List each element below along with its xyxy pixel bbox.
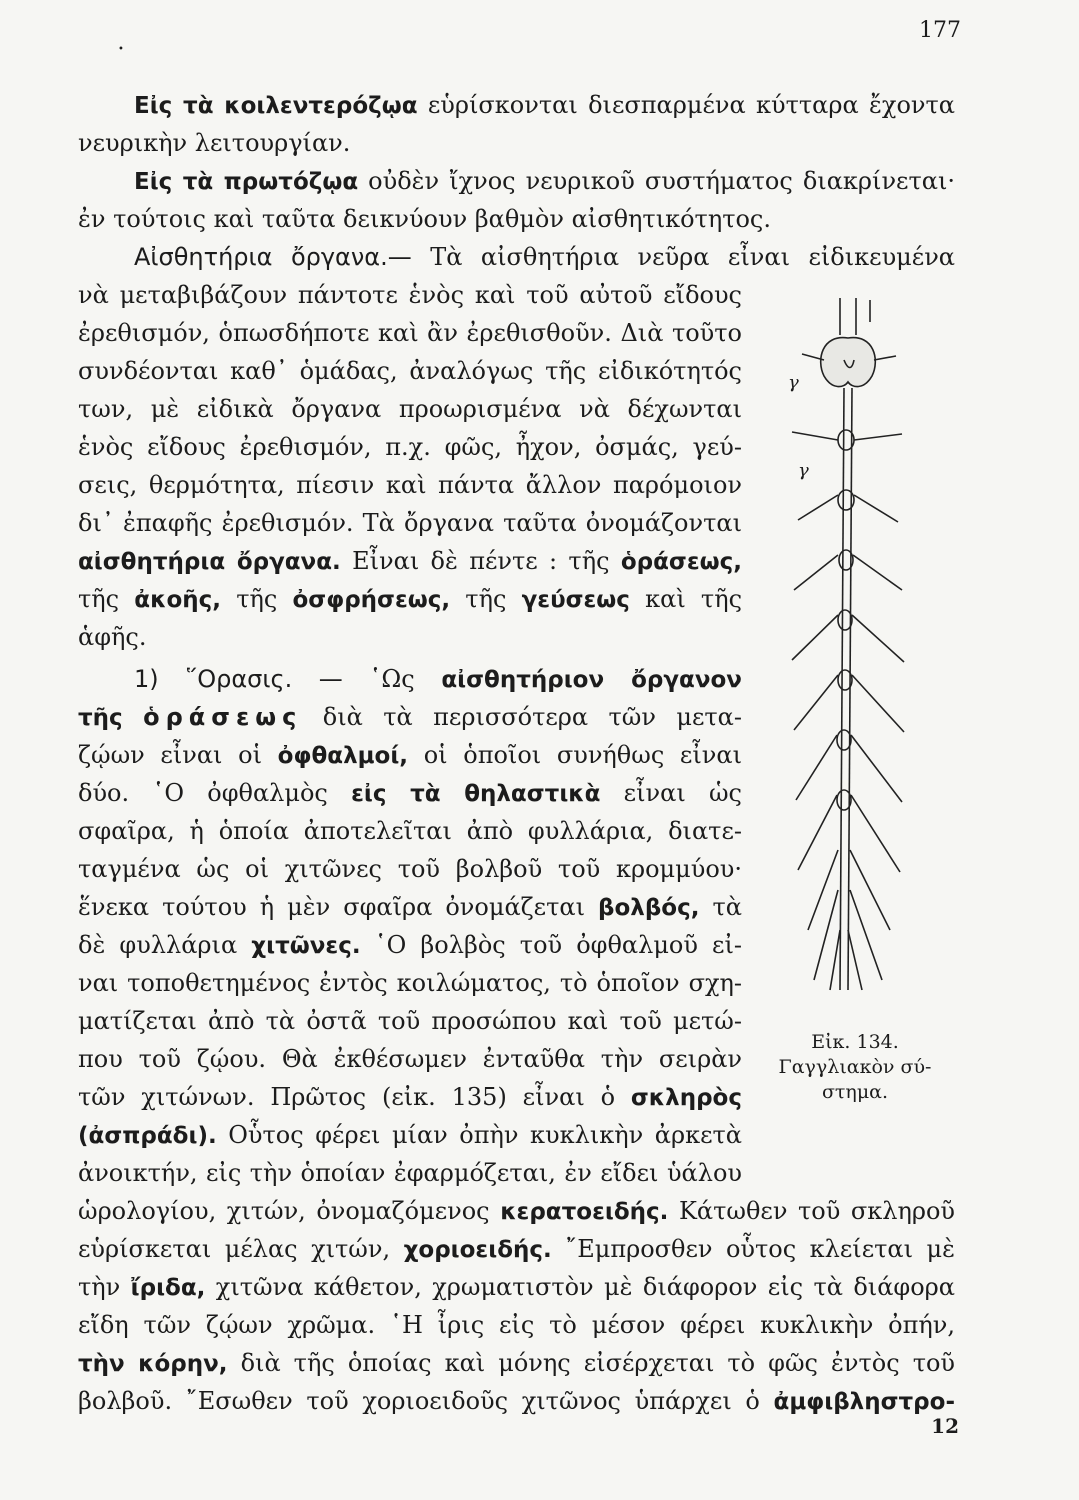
bold-term: Εἰς τὰ πρωτόζῳα — [134, 169, 359, 195]
bold-term: τὴν κόρην, — [78, 1351, 228, 1377]
text-line: τῶν χιτώνων. Πρῶτος (εἰκ. 135) εἶναι ὁ σκληρὸς — [78, 1083, 742, 1111]
bold-term: εἰς τὰ θηλαστικὰ — [351, 781, 601, 807]
text-line: ματίζεται ἀπὸ τὰ ὀστᾶ τοῦ προσώπου καὶ τοῦ μετώ- — [78, 1007, 742, 1035]
caption-text: Γαγγλιακὸν σύ- — [778, 1056, 932, 1078]
bold-term: κερατοειδής. — [500, 1199, 669, 1225]
page-dot: • — [118, 44, 124, 55]
ganglion-figure — [752, 290, 952, 1050]
text-line: εἴδη τῶν ζῴων χρῶμα. ῾Η ἶρις εἰς τὸ μέσον φέρει κυκλικὴν ὀπήν, — [78, 1311, 955, 1339]
text-line: ἕνεκα τούτου ἡ μὲν σφαῖρα ὀνομάζεται βολβός, τὰ — [78, 893, 742, 921]
bold-term: αἰσθητήριον ὄργανον — [441, 667, 742, 693]
page-number: 177 — [919, 18, 961, 43]
section-heading: 1) ῞Ορασις. — — [134, 665, 343, 693]
text-line: Εἰς τὰ πρωτόζῳα οὐδὲν ἴχνος νευρικοῦ συστήματος διακρίνεται· — [134, 167, 955, 195]
bold-term: ἀμφιβληστρο- — [773, 1389, 955, 1415]
text-line: που τοῦ ζῴου. Θὰ ἐκθέσωμεν ἐνταῦθα τὴν σειρὰν — [78, 1045, 742, 1073]
bold-term: Εἰς τὰ κοιλεντερόζῳα — [134, 93, 418, 119]
bold-term: τῆς — [78, 705, 123, 731]
bold-term: χιτῶνες. — [251, 933, 361, 959]
ganglion-illustration — [752, 290, 952, 1030]
bold-term: ἴριδα, — [130, 1275, 206, 1301]
text-line: Εἰς τὰ κοιλεντερόζῳα εὑρίσκονται διεσπαρμένα κύτταρα ἔχοντα — [134, 91, 955, 119]
figure-caption — [760, 1030, 950, 1105]
text-line: τῆς ἀκοῆς, τῆς ὀσφρήσεως, τῆς γεύσεως καὶ τῆς — [78, 585, 743, 613]
text-line: δύο. ῾Ο ὀφθαλμὸς εἰς τὰ θηλαστικὰ εἶναι ὡς — [78, 779, 742, 807]
text-line: σφαῖρα, ἡ ὁποία ἀποτελεῖται ἀπὸ φυλλάρια, διατε- — [78, 817, 742, 845]
text-line: συνδέονται καθ᾿ ὁμάδας, ἀναλόγως τῆς εἰδικότητός — [78, 357, 742, 385]
figure-label-gamma: γ — [788, 372, 799, 393]
text-line: ἐρεθισμόν, ὁπωσδήποτε καὶ ἂν ἐρεθισθοῦν. Διὰ τοῦτο — [78, 319, 742, 347]
bold-term: ὀσφρήσεως, — [292, 587, 451, 613]
text-line: δὲ φυλλάρια χιτῶνες. ῾Ο βολβὸς τοῦ ὀφθαλμοῦ εἰ- — [78, 931, 742, 959]
bold-term: ἀκοῆς, — [134, 587, 221, 613]
text-line: τὴν ἴριδα, χιτῶνα κάθετον, χρωματιστὸν μὲ διάφορον εἰς τὰ διάφορα — [78, 1273, 955, 1301]
bold-term: αἰσθητήρια ὄργανα. — [78, 549, 341, 575]
text-line: ἑνὸς εἴδους ἐρεθισμόν, π.χ. φῶς, ἦχον, ὀσμάς, γεύ- — [78, 433, 742, 461]
caption-number: Εἰκ. 134. — [811, 1031, 899, 1053]
bold-term: ὁράσεως, — [620, 549, 742, 575]
text-line: ζῴων εἶναι οἱ ὀφθαλμοί, οἱ ὁποῖοι συνήθως εἶναι — [78, 741, 742, 769]
bold-term: χοριοειδής. — [403, 1237, 552, 1263]
spaced-term: ὁράσεως — [143, 703, 303, 731]
text-line: νὰ μεταβιβάζουν πάντοτε ἑνὸς καὶ τοῦ αὐτοῦ εἴδους — [78, 281, 742, 309]
text-line: ναι τοποθετημένος ἐντὸς κοιλώματος, τὸ ὁποῖον σχη- — [78, 969, 742, 997]
text-line: ἁφῆς. — [78, 623, 147, 651]
bold-term: γεύσεως — [521, 587, 630, 613]
section-heading-line: 1) ῞Ορασις. — ῾Ως αἰσθητήριον ὄργανον — [134, 665, 742, 693]
bold-term: σκληρὸς — [630, 1085, 742, 1111]
caption-text: στημα. — [821, 1081, 889, 1103]
text-line: τὴν κόρην, διὰ τῆς ὁποίας καὶ μόνης εἰσέρχεται τὸ φῶς ἐντὸς τοῦ — [78, 1349, 956, 1377]
text-line: (ἀσπράδι). Οὗτος φέρει μίαν ὀπὴν κυκλικὴν ἀρκετὰ — [78, 1121, 742, 1149]
text-line: νευρικὴν λειτουργίαν. — [78, 129, 351, 157]
figure-label-gamma: γ — [798, 460, 809, 481]
text-line: αἰσθητήρια ὄργανα. Εἶναι δὲ πέντε : τῆς ὁράσεως, — [78, 547, 742, 575]
section-heading: Αἰσθητήρια ὄργανα.— — [134, 243, 412, 271]
bold-term: βολβός, — [598, 895, 700, 921]
text-line: βολβοῦ. ῎Εσωθεν τοῦ χοριοειδοῦς χιτῶνος ὑπάρχει ὁ ἀμφιβληστρο- — [78, 1387, 955, 1415]
signature-mark: 12 — [931, 1414, 959, 1438]
text-line: σεις, θερμότητα, πίεσιν καὶ πάντα ἄλλον παρόμοιον — [78, 471, 742, 499]
text-line: ὡρολογίου, χιτών, ὀνομαζόμενος κερατοειδής. Κάτωθεν τοῦ σκληροῦ — [78, 1197, 956, 1225]
text-line: ἐν τούτοις καὶ ταῦτα δεικνύουν βαθμὸν αἰσθητικότητος. — [78, 205, 771, 233]
section-heading-line: Αἰσθητήρια ὄργανα.— Τὰ αἰσθητήρια νεῦρα εἶναι εἰδικευμένα — [134, 243, 955, 271]
text-line: ταγμένα ὡς οἱ χιτῶνες τοῦ βολβοῦ τοῦ κρομμύου· — [78, 855, 742, 883]
text-line: των, μὲ εἰδικὰ ὄργανα προωρισμένα νὰ δέχωνται — [78, 395, 742, 423]
text-line: ἀνοικτήν, εἰς τὴν ὁποίαν ἐφαρμόζεται, ἐν εἴδει ὑάλου — [78, 1159, 742, 1187]
text-line: εὑρίσκεται μέλας χιτών, χοριοειδής. ῎Εμπροσθεν οὗτος κλείεται μὲ — [78, 1235, 955, 1263]
text-line: δι᾿ ἐπαφῆς ἐρεθισμόν. Τὰ ὄργανα ταῦτα ὀνομάζονται — [78, 509, 742, 537]
bold-term: ὀφθαλμοί, — [277, 743, 409, 769]
bold-term: (ἀσπράδι). — [78, 1123, 217, 1149]
text-line: τῆς ὁράσεως διὰ τὰ περισσότερα τῶν μετα- — [78, 703, 742, 731]
